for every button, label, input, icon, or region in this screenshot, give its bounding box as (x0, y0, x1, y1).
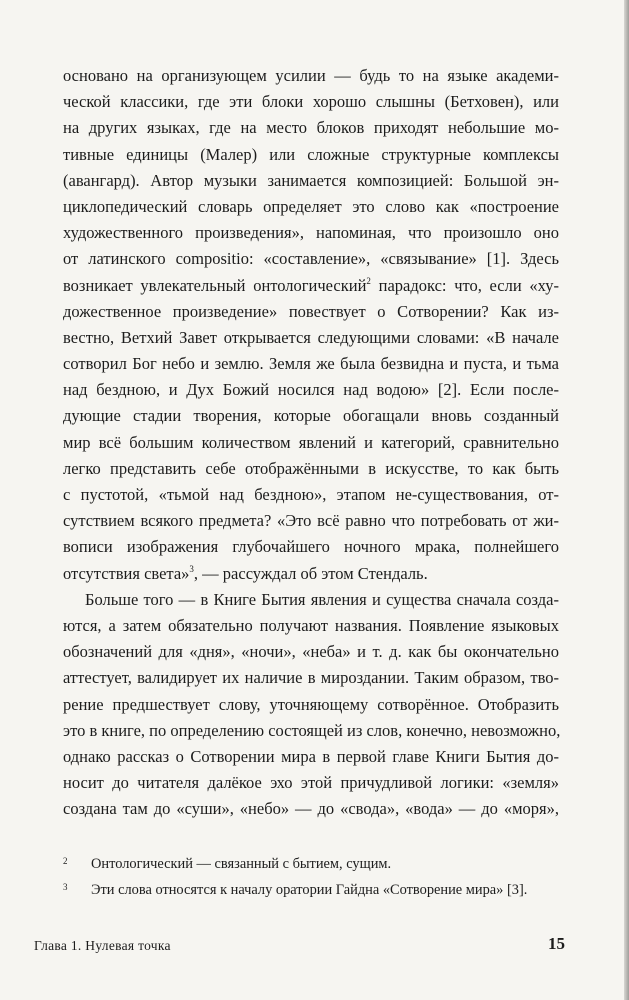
text-line: на других языках, где на место блоков приходят небольшие мо- (63, 118, 559, 138)
main-text (63, 63, 559, 822)
footnote-mark: 2 (63, 856, 68, 866)
text-line: ются, а затем обязательно получают названия. Появление языковых (63, 615, 559, 635)
footnote-mark: 3 (63, 882, 68, 892)
text-line: создана там до «суши», «небо» — до «свода», «вода» — до «моря», (63, 799, 559, 819)
text-line: основано на организующем усилии — будь то на языке академи- (63, 66, 559, 85)
text-line: от латинского compositio: «составление», «связывание» [1]. Здесь (63, 249, 559, 269)
footnote (63, 877, 559, 903)
footnote-reference: 2 (366, 275, 371, 286)
text-line: вописи изображения глубочайшего ночного мрака, полнейшего (63, 537, 559, 557)
text-line: циклопедический словарь определяет это слово как «построение (63, 196, 559, 216)
text-line: дующие стадии творения, которые обогащали вновь созданный (63, 406, 559, 426)
footnote-text: Онтологический — связанный с бытием, сущим. (91, 856, 392, 872)
footnote-reference: 3 (189, 563, 194, 574)
text-line: ческой классики, где эти блоки хорошо слышны (Бетховен), или (63, 92, 559, 112)
text-line: Больше того — в Книге Бытия явления и существа сначала созда- (85, 589, 559, 609)
text-line: носит до читателя далёкое эхо этой причудливой логики: «земля» (63, 773, 559, 793)
text-line: вестно, Ветхий Завет открывается следующими словами: «В начале (63, 327, 559, 347)
text-line: рение предшествует слову, уточняющему сотворённое. Отобразить (63, 694, 559, 714)
footnote (63, 851, 559, 877)
text-line: мир всё большим количеством явлений и категорий, сравнительно (63, 432, 559, 452)
text-line: сотворил Бог небо и землю. Земля же была безвидна и пуста, и тьма (63, 354, 559, 374)
page-edge-shadow (624, 0, 629, 1000)
text-line: однако рассказ о Сотворении мира в первой главе Книги Бытия до- (63, 746, 559, 766)
running-title: Глава 1. Нулевая точка (34, 938, 171, 953)
footnote-text: Эти слова относятся к началу оратории Гайдна «Сотворение мира» [3]. (91, 882, 528, 898)
text-line: дожественное произведение» повествует о Сотворении? Как из- (63, 301, 559, 321)
text-line: это в книге, по определению состоящей из слов, конечно, невозможно, (63, 720, 561, 740)
text-line: (авангард). Автор музыки занимается композицией: Большой эн- (63, 170, 559, 190)
text-line: над бездною, и Дух Божий носился над водою» [2]. Если после- (63, 380, 559, 400)
text-line: аттестует, валидирует их наличие в мироздании. Таким образом, тво- (63, 668, 559, 688)
text-line: тивные единицы (Малер) или сложные структурные комплексы (63, 144, 559, 164)
text-line: сутствием всякого предмета? «Это всё равно что потребовать от жи- (63, 511, 559, 531)
footnotes (63, 851, 559, 903)
text-line: возникает увлекательный онтологический$^2$ парадокс: что, если «ху- (63, 275, 559, 295)
text-line: обозначений для «дня», «ночи», «неба» и т. д. как бы окончательно (63, 642, 559, 662)
text-line: отсутствия света»$^3$, — рассуждал об этом Стендаль. (63, 563, 428, 583)
page-number: 15 (548, 934, 565, 953)
text-line: художественного произведения», напоминая, что произошло оно (63, 223, 559, 243)
text-line: с пустотой, «тьмой над бездною», этапом не-существования, от- (63, 485, 559, 504)
text-line: легко представить себе отображёнными в искусстве, то как быть (63, 458, 559, 478)
